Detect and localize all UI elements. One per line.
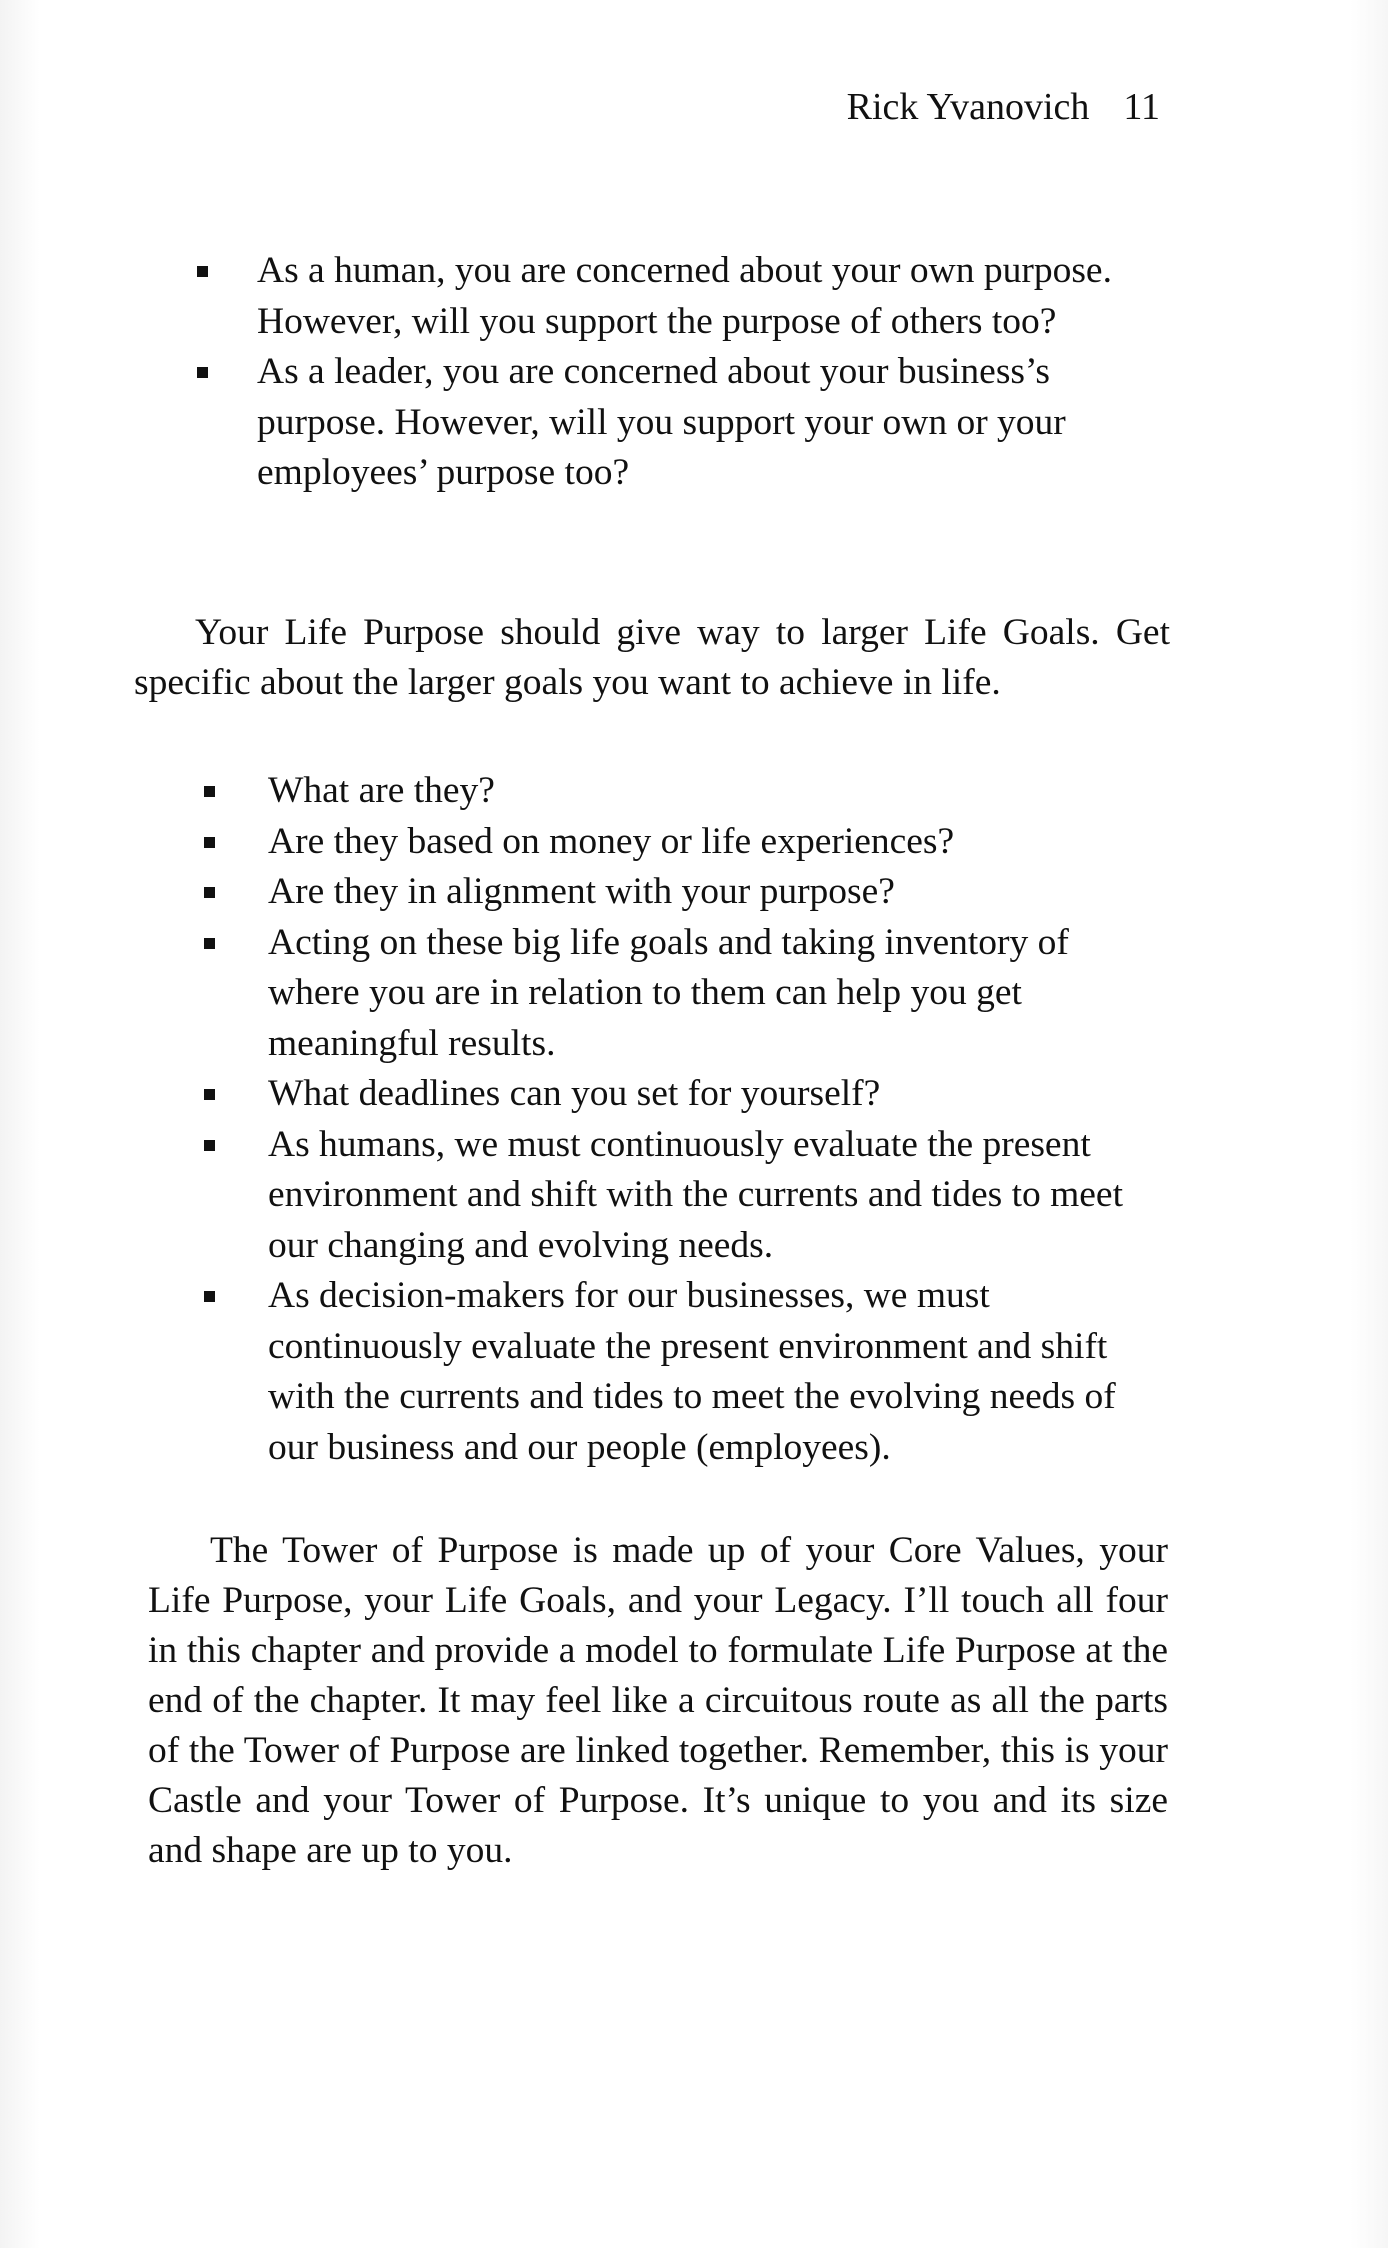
list-item xyxy=(204,766,1164,817)
list-item-text: Are they in alignment with your purpose? xyxy=(268,871,895,912)
list-item xyxy=(204,1069,1164,1120)
list-item-text: What deadlines can you set for yourself? xyxy=(268,1073,881,1114)
list-item xyxy=(204,918,1164,1070)
list-item-text: As humans, we must continuously evaluate the present environment and shift with the currents and tides to meet our changing and evolving needs. xyxy=(268,1123,1123,1266)
paragraph-life-goals: Your Life Purpose should give way to larger Life Goals. Get specific about the larger goals you want to achieve in life. xyxy=(134,612,1170,703)
list-item-text: What are they? xyxy=(268,770,495,811)
square-bullet-icon xyxy=(204,837,215,848)
square-bullet-icon xyxy=(204,1140,215,1151)
bullet-list-perspectives xyxy=(197,246,1167,499)
list-item xyxy=(197,246,1167,347)
square-bullet-icon xyxy=(204,786,215,797)
list-item-text: Are they based on money or life experiences? xyxy=(268,820,955,862)
square-bullet-icon xyxy=(204,887,215,898)
square-bullet-icon xyxy=(204,1291,215,1302)
list-item xyxy=(204,867,1164,918)
list-item xyxy=(204,817,1164,868)
list-item-text: As decision-makers for our businesses, we must continuously evaluate the present environment and shift with the currents and tides to meet the evolving needs of our business and our people (employees). xyxy=(268,1275,1116,1468)
page-number: 11 xyxy=(1123,86,1160,128)
square-bullet-icon xyxy=(197,266,208,277)
square-bullet-icon xyxy=(197,367,208,378)
list-item xyxy=(204,1120,1164,1272)
list-item-text: As a leader, you are concerned about your business’s purpose. However, will you support your own or your employees’ purpose too? xyxy=(257,351,1066,493)
bullet-list-goal-questions xyxy=(204,766,1164,1473)
running-header xyxy=(847,88,1160,126)
author-name: Rick Yvanovich xyxy=(846,86,1090,128)
paragraph-tower-of-purpose: The Tower of Purpose is made up of your Core Values, your Life Purpose, your Life Goals, and your Legacy. I’ll touch all four in this chapter and provide a model to formulate Life Purpose at the end of the chapter. It may feel like a circuitous route as all the parts of the Tower of Purpose are linked together. Remember, this is your Castle and your Tower of Purpose. It’s unique to you and its size and shape are up to you. xyxy=(148,1530,1168,1871)
square-bullet-icon xyxy=(204,1089,215,1100)
list-item xyxy=(197,347,1167,499)
list-item-text: As a human, you are concerned about your own purpose. However, will you support the purpose of others too? xyxy=(257,250,1112,342)
list-item xyxy=(204,1271,1164,1473)
list-item-text: Acting on these big life goals and taking inventory of where you are in relation to them can help you get meaningful results. xyxy=(268,921,1069,1064)
square-bullet-icon xyxy=(204,938,215,949)
